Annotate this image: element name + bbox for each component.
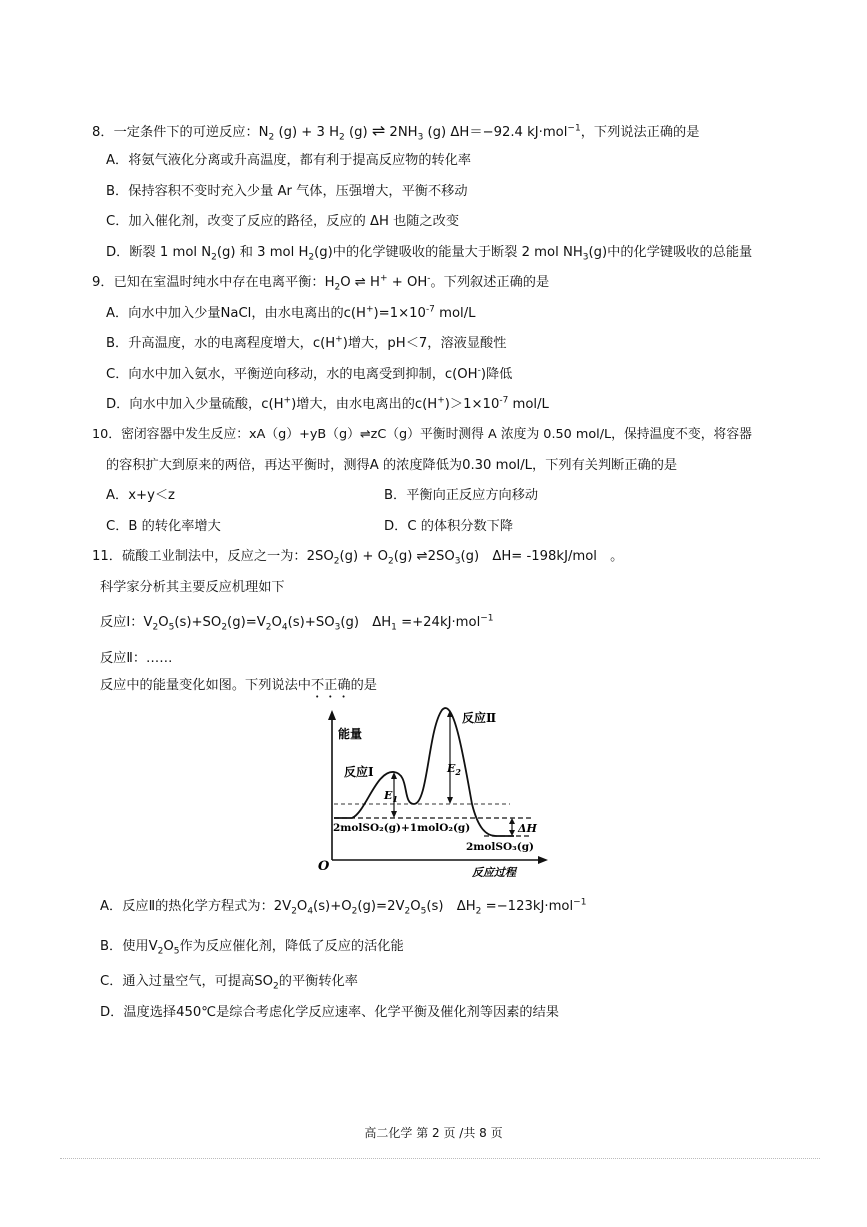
q10-option-c: C．B 的转化率增大 (106, 519, 221, 534)
y-axis-arrow-icon (328, 710, 336, 720)
q10-option-d: D．C 的体积分数下降 (384, 519, 514, 534)
footer-divider (60, 1158, 820, 1159)
q9-option-b: B．升高温度，水的电离程度增大，c(H+)增大，pH＜7，溶液显酸性 (106, 334, 507, 351)
q11-question: 反应中的能量变化如图。下列说法中不正确的是 (100, 678, 377, 693)
q10-stem-line2: 的容积扩大到原来的两倍，再达平衡时，测得A 的浓度降低为0.30 mol/L，下列有关判断正确的是 (106, 458, 678, 473)
q8-option-c: C．加入催化剂，改变了反应的路径，反应的 ΔH 也随之改变 (106, 214, 460, 229)
equilibrium-arrow-icon: ⇌ (371, 121, 386, 140)
q9-option-c: C．向水中加入氨水，平衡逆向移动，水的电离受到抑制，c(OH-)降低 (106, 365, 513, 382)
e2-arrow-down-icon (447, 797, 453, 804)
q8-option-d: D．断裂 1 mol $N_2(g)$ 和 3 mol $H_2(g)$中的化学键吸收的能量大于断裂 2 mol $NH_3(g)$中的化学键吸收的总能量 (106, 245, 753, 263)
dh-arrow-down-icon (509, 830, 515, 836)
q9-stem: 9．已知在室温时纯水中存在电离平衡：$H_2O$ ⇌ H+ + OH-。下列叙述正确的是 (92, 273, 550, 293)
e1-label: $E_1$ (384, 789, 398, 804)
reaction-1-label: 反应Ⅰ (344, 765, 374, 779)
q11-option-c: C．通入过量空气，可提高$SO_2$的平衡转化率 (100, 974, 358, 992)
q10-stem-line1: 10．密闭容器中发生反应：xA（g）+yB（g）⇌zC（g）平衡时测得 A 浓度为 0.50 mol/L，保持温度不变，将容器 (92, 427, 752, 442)
products-label: 2molSO₃(g) (466, 841, 535, 853)
dh-arrow-up-icon (509, 818, 515, 824)
q10-option-b: B．平衡向正反应方向移动 (384, 488, 539, 503)
q11-option-d: D．温度选择450℃是综合考虑化学反应速率、化学平衡及催化剂等因素的结果 (100, 1005, 559, 1020)
e1-arrow-down-icon (391, 811, 397, 818)
x-axis-arrow-icon (538, 856, 548, 864)
dh-label: ΔH (518, 822, 537, 835)
q10-option-a: A．x+y＜z (106, 488, 175, 503)
page-footer: 高二化学 第 2 页 /共 8 页 (364, 1126, 503, 1140)
x-axis-label: 反应过程 (472, 866, 516, 879)
q11-option-b: B．使用$V_2O_5$作为反应催化剂，降低了反应的活化能 (100, 939, 404, 957)
reaction-2-label: 反应Ⅱ (462, 711, 497, 725)
reactants-label: 2molSO₂(g)+1molO₂(g) (333, 822, 471, 834)
y-axis-label: 能量 (338, 727, 363, 741)
q9-option-a: A．向水中加入少量NaCl，由水电离出的$c(H^+)=1\times 10^{-7}$ mol/L (106, 304, 476, 321)
q11-option-a: A．反应Ⅱ的热化学方程式为：$2V_2O_4(s)+O_2(g)=2V_2O_5(s)$ $\Delta H_2 =-123kJ\cdot mol^{-1}$ (100, 897, 587, 917)
q11-reaction-2: 反应Ⅱ：…… (100, 651, 173, 666)
q11-mechanism-intro: 科学家分析其主要反应机理如下 (100, 580, 285, 595)
q11-reaction-1: 反应Ⅰ：$V_2O_5(s)+SO_2(g)=V_2O_4(s)+SO_3(g)$ $\Delta H_1 =+24kJ\cdot mol^{-1}$ (100, 613, 494, 633)
q11-stem: 11．硫酸工业制法中，反应之一为：$2SO_2(g) + O_2(g)$ $\rightleftharpoons 2SO_3(g)$ ΔH= -198kJ/mol 。 (92, 549, 624, 567)
e2-label: $E_2$ (447, 762, 461, 777)
q8-stem: 8．一定条件下的可逆反应：$N_2$ (g) + 3 $H_2$ (g) ⇌ $2NH_3$ (g) ΔH＝−92.4 kJ·mol$^{-1}$，下列说法正确的是 (92, 121, 700, 143)
q8-option-b: B．保持容积不变时充入少量 Ar 气体，压强增大，平衡不移动 (106, 184, 468, 199)
q9-option-d: D．向水中加入少量硫酸，c(H+)增大，由水电离出的$c(H^+)>1\times 10^{-7}$ mol/L (106, 395, 549, 412)
energy-diagram (314, 700, 554, 880)
q8-option-a: A．将氨气液化分离或升高温度，都有利于提高反应物的转化率 (106, 153, 472, 168)
origin-label: O (318, 859, 330, 874)
